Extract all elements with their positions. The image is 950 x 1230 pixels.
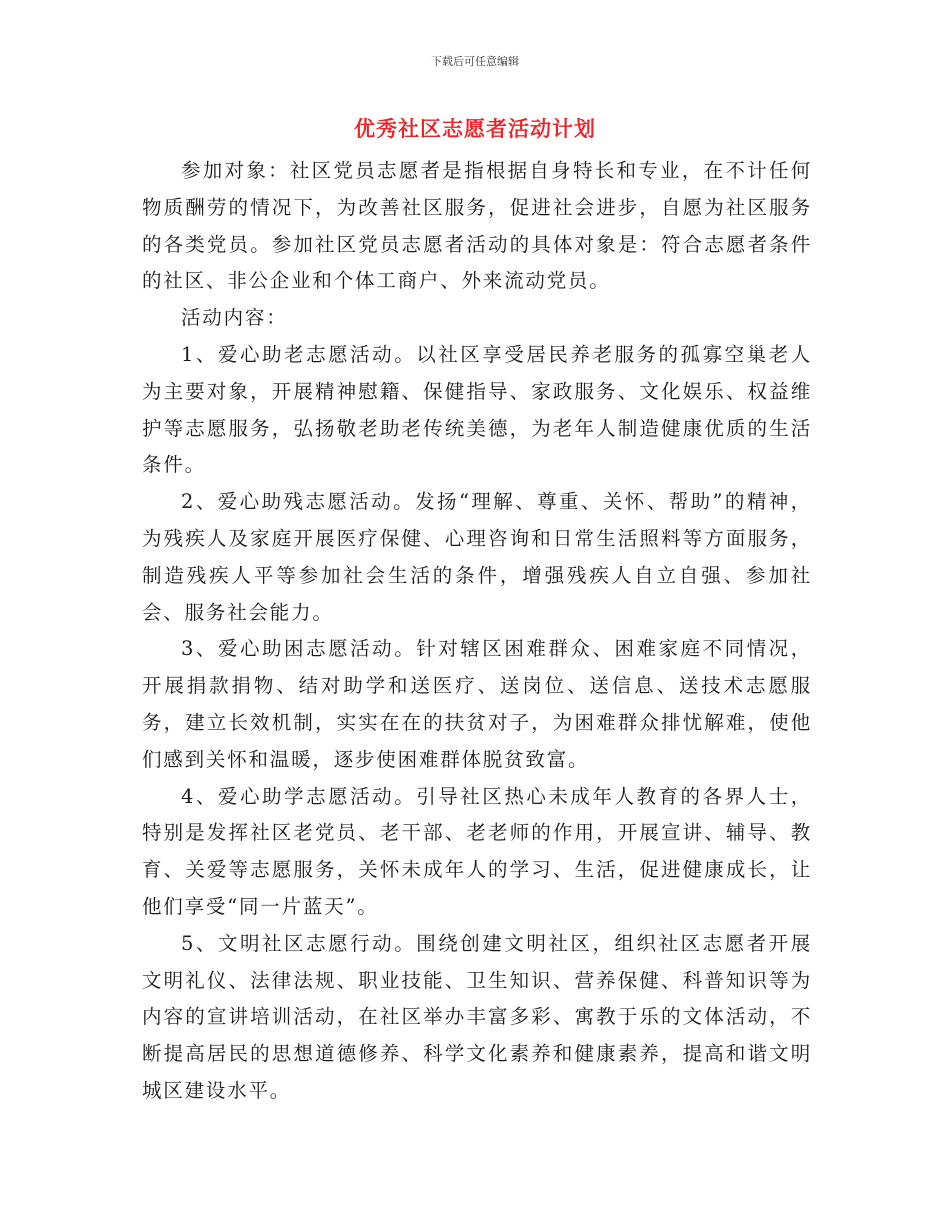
document-body [142,153,812,1110]
paragraph-activities-heading: 活动内容： [181,306,288,330]
paragraph-poverty-aid: 3、爱心助困志愿活动。针对辖区困难群众、困难家庭不同情况，开展捐款捐物、结对助学和送医疗、送岗位、送信息、送技术志愿服务，建立长效机制，实实在在的扶贫对子，为困难群众排忧解难，使他们感到关怀和温暖，逐步使困难群体脱贫致富。 [142,637,812,771]
paragraph-education-aid: 4、爱心助学志愿活动。引导社区热心未成年人教育的各界人士，特别是发挥社区老党员、老干部、老老师的作用，开展宣讲、辅导、教育、关爱等志愿服务，关怀未成年人的学习、生活，促进健康成长，让他们享受“同一片蓝天”。 [142,784,812,918]
document-title: 优秀社区志愿者活动计划 [354,117,596,141]
paragraph-participants: 参加对象：社区党员志愿者是指根据自身特长和专业，在不计任何物质酬劳的情况下，为改善社区服务，促进社会进步，自愿为社区服务的各类党员。参加社区党员志愿者活动的具体对象是：符合志愿者条件的社区、非公企业和个体工商户、外来流动党员。 [142,159,812,293]
page-header-note: 下载后可任意编辑 [431,55,519,68]
paragraph-disability-care: 2、爱心助残志愿活动。发扬“理解、尊重、关怀、帮助”的精神，为残疾人及家庭开展医疗保健、心理咨询和日常生活照料等方面服务，制造残疾人平等参加社会生活的条件，增强残疾人自立自强、参加社会、服务社会能力。 [142,490,812,624]
paragraph-civilized-community: 5、文明社区志愿行动。围绕创建文明社区，组织社区志愿者开展文明礼仪、法律法规、职业技能、卫生知识、营养保健、科普知识等为内容的宣讲培训活动，在社区举办丰富多彩、寓教于乐的文体活动，不断提高居民的思想道德修养、科学文化素养和健康素养，提高和谐文明城区建设水平。 [142,931,812,1102]
paragraph-elderly-care: 1、爱心助老志愿活动。以社区享受居民养老服务的孤寡空巢老人为主要对象，开展精神慰籍、保健指导、家政服务、文化娱乐、权益维护等志愿服务，弘扬敬老助老传统美德，为老年人制造健康优质的生活条件。 [142,342,812,477]
